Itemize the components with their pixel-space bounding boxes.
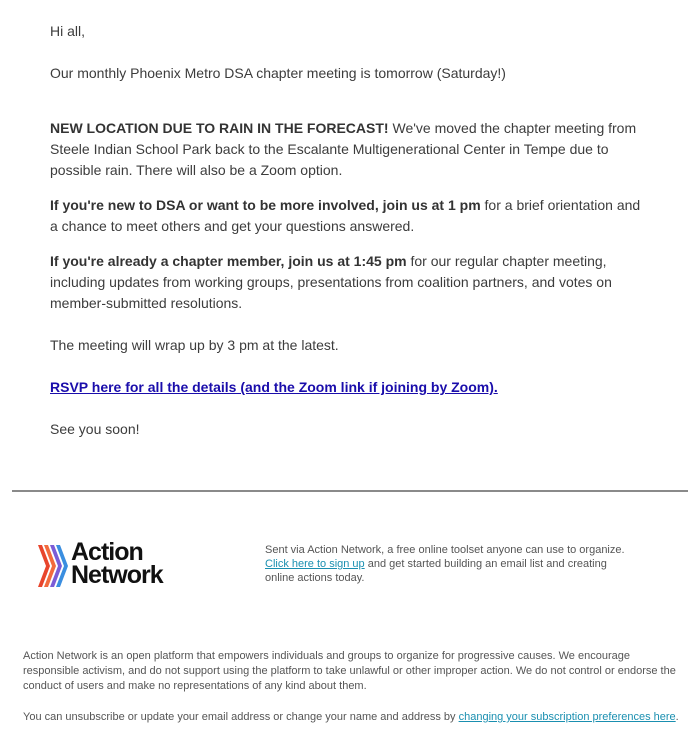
signup-rest: and get started building an email list and creating online actions today.	[265, 558, 607, 584]
location-details: We've moved the chapter meeting from Steele Indian School Park back to the Escalante Multigenerational Center in Tempe due to possible rain. There will also be a Zoom option.	[50, 120, 637, 178]
unsubscribe-lead: You can unsubscribe or update your email address or change your name and address by	[23, 711, 459, 723]
members-details: for our regular chapter meeting, including updates from working groups, presentations from coalition partners, and votes on member-submitted resolutions.	[50, 253, 612, 311]
new-members-heading: If you're new to DSA or want to be more involved, join us at 1 pm	[50, 197, 481, 213]
sent-via-text	[265, 543, 635, 585]
footer-divider	[12, 490, 688, 492]
members-heading: If you're already a chapter member, join us at 1:45 pm	[50, 253, 407, 269]
new-members-details: for a brief orientation and a chance to meet others and get your questions answered.	[50, 197, 641, 234]
rsvp-link[interactable]: RSVP here for all the details (and the Zoom link if joining by Zoom).	[50, 379, 498, 395]
action-network-logo	[38, 538, 198, 591]
action-network-logo-icon	[38, 541, 70, 591]
sent-via-line: Sent via Action Network, a free online toolset anyone can use to organize.	[265, 544, 625, 556]
location-heading: NEW LOCATION DUE TO RAIN IN THE FORECAST!	[50, 120, 389, 136]
unsubscribe-end: .	[675, 711, 679, 723]
intro-paragraph: Our monthly Phoenix Metro DSA chapter meeting is tomorrow (Saturday!)	[50, 65, 506, 81]
disclaimer-text: Action Network is an open platform that empowers individuals and groups to organize for progressive causes. We encourage responsible activism, and do not support using the platform to take unlawful or other improper action. We do not control or endorse the conduct of users and make no representations of any kind about them.	[23, 650, 676, 692]
greeting: Hi all,	[50, 23, 86, 39]
subscription-preferences-link[interactable]: changing your subscription preferences here	[458, 711, 676, 723]
logo-line-1: Action	[71, 538, 143, 566]
logo-wordmark	[71, 538, 163, 589]
signup-link[interactable]: Click here to sign up	[265, 558, 365, 570]
location-paragraph	[50, 118, 650, 181]
logo-line-2: Network	[71, 561, 163, 589]
new-members-paragraph	[50, 195, 650, 237]
members-paragraph	[50, 251, 650, 314]
closing: See you soon!	[50, 421, 140, 437]
rsvp-paragraph	[50, 377, 650, 398]
unsubscribe-text	[23, 710, 688, 725]
wrap-up-paragraph: The meeting will wrap up by 3 pm at the latest.	[50, 337, 339, 353]
